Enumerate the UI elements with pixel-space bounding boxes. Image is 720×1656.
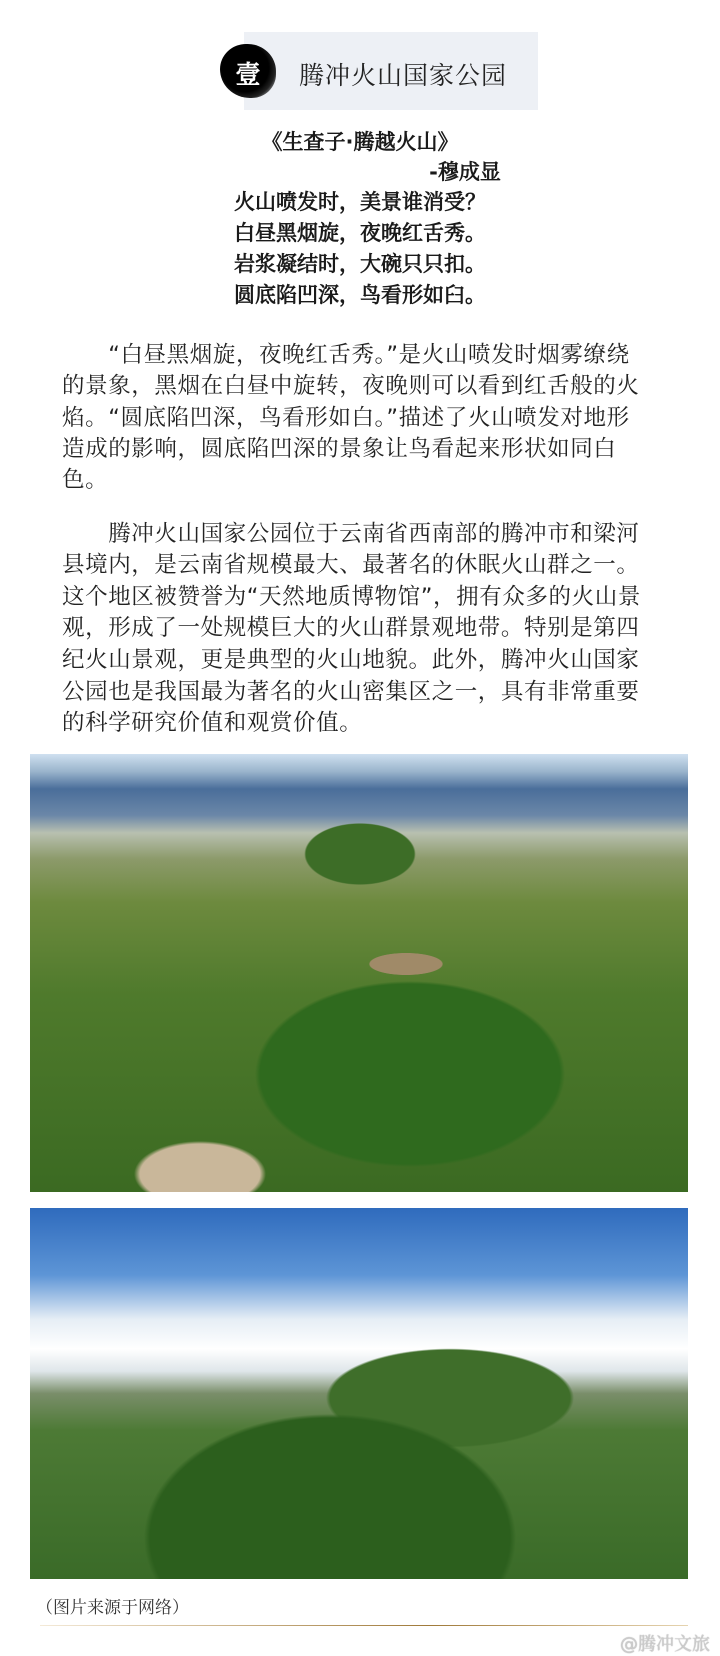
paragraph2-line: 公园也是我国最为著名的火山密集区之一，具有非常重要 — [62, 679, 640, 705]
poem-title: 《生查子·腾越火山》 — [261, 130, 459, 154]
poem-line: 火山喷发时，美景谁消受？ — [234, 190, 486, 214]
weibo-watermark: @腾冲文旅 — [620, 1634, 710, 1655]
ink-blot-badge — [220, 44, 276, 98]
poem-line: 岩浆凝结时，大碗只只扣。 — [234, 252, 486, 276]
divider — [40, 1625, 688, 1626]
paragraph2-line: 腾冲火山国家公园位于云南省西南部的腾冲市和梁河 — [62, 521, 640, 547]
paragraph1-line: 色。 — [62, 467, 109, 493]
paragraph2-line: 的科学研究价值和观赏价值。 — [62, 710, 363, 736]
paragraph1-line: 造成的影响，圆底陷凹深的景象让鸟看起来形状如同白 — [62, 436, 617, 462]
section-title: 腾冲火山国家公园 — [299, 61, 508, 90]
paragraph1-line: 的景象，黑烟在白昼中旋转，夜晚则可以看到红舌般的火 — [62, 373, 640, 399]
paragraph2-line: 纪火山景观，更是典型的火山地貌。此外，腾冲火山国家 — [62, 647, 640, 673]
poem-line: 白昼黑烟旋，夜晚红舌秀。 — [234, 221, 486, 245]
paragraph1-line: 焰。“圆底陷凹深，鸟看形如白。”描述了火山喷发对地形 — [62, 405, 630, 431]
section-number: 壹 — [235, 60, 261, 89]
poem-line: 圆底陷凹深，鸟看形如臼。 — [234, 283, 486, 307]
paragraph2-line: 这个地区被赞誉为“天然地质博物馆”，拥有众多的火山景 — [62, 584, 641, 610]
volcano-aerial-photo — [30, 754, 688, 1192]
paragraph2-line: 县境内，是云南省规模最大、最著名的休眠火山群之一。 — [62, 552, 640, 578]
paragraph1-line: “白昼黑烟旋，夜晚红舌秀。”是火山喷发时烟雾缭绕 — [62, 342, 630, 368]
poem-author: -穆成显 — [429, 160, 501, 184]
paragraph2-line: 观，形成了一处规模巨大的火山群景观地带。特别是第四 — [62, 615, 640, 641]
volcano-clouds-photo — [30, 1208, 688, 1579]
image-source-caption: （图片来源于网络） — [36, 1598, 189, 1618]
